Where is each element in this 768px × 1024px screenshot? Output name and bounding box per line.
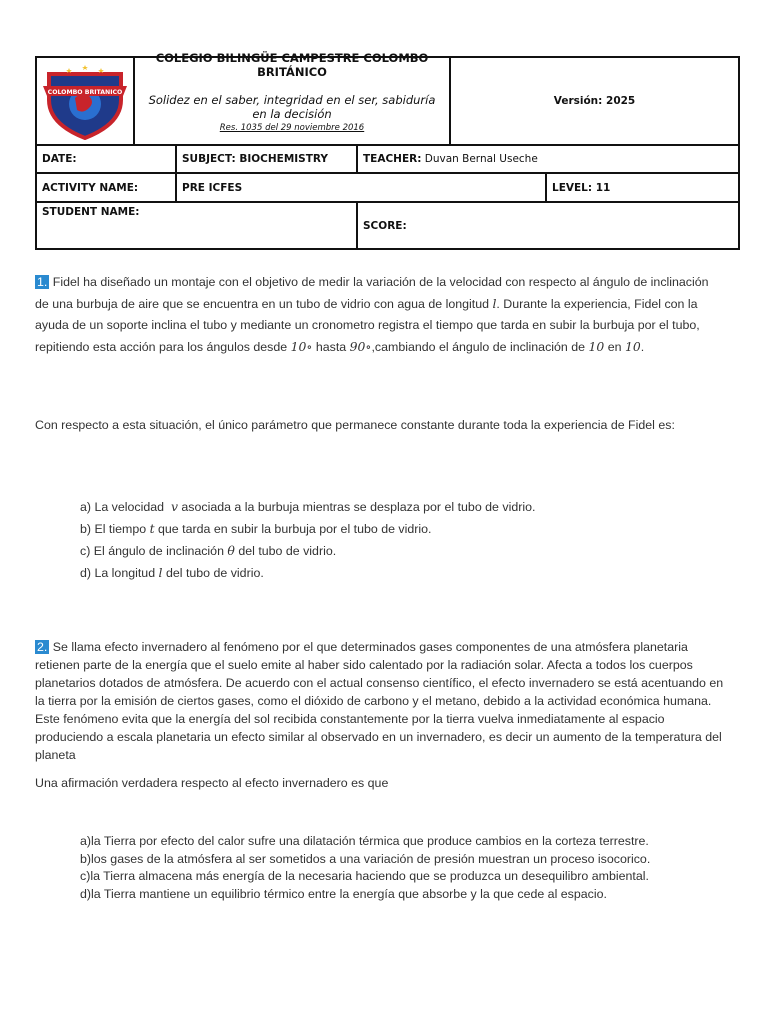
school-crest-icon [39, 60, 131, 140]
question-2-text: 2. Se llama efecto invernadero al fenómeno por el que determinados gases componentes de una atmósfera planetaria retienen parte de la energía que el suelo emite al haber sido calentado por la radiación solar. Afecta a todos los cuerpos planetarios dotados de atmósfera. De acuerdo con el actual consenso científico, el efecto invernadero se está acentuando en la tierra por la emisión de ciertos gases, como el dióxido de carbono y el metano, debido a la actividad económica humana. Este fenómeno evita que la energía del sol recibida constantemente por la tierra vuelva inmediatamente al espacio produciendo a escala planetaria un efecto similar al observado en un invernadero, es decir un aumento de la temperatura del planeta [35, 640, 724, 762]
question-2-prompt: Una afirmación verdadera respecto al efecto invernadero es que [35, 776, 389, 790]
question-1-text: 1. Fidel ha diseñado un montaje con el objetivo de medir la variación de la velocidad con respecto al ángulo de inclinación de una burbuja de aire que se encuentra en un tubo de vidrio con agua de longitud l. Durante la experiencia, Fidel con la ayuda de un soporte inclina el tubo y mediante un cronometro registra el tiempo que tarda en subir la burbuja por el tubo, repitiendo esta acción para los ángulos desde 10∘ hasta 90∘,cambiando el ángulo de inclinación de 10 en 10. [35, 275, 709, 354]
version: Versión: 2025 [553, 95, 636, 107]
question-2-number: 2. [37, 640, 48, 654]
question-1-number: 1. [37, 275, 48, 289]
level-field: LEVEL: 11 [546, 173, 739, 202]
option-1a[interactable]: a) La velocidad v asociada a la burbuja mientras se desplaza por el tubo de vidrio. [80, 499, 536, 514]
score-field[interactable]: SCORE: [357, 202, 739, 249]
header-table [35, 51, 740, 250]
school-info [134, 51, 450, 145]
option-2d[interactable]: d)la Tierra mantiene un equilibrio térmico entre la energía que absorbe y la que cede al espacio. [80, 886, 607, 901]
option-1b[interactable]: b) El tiempo t que tarda en subir la burbuja por el tubo de vidrio. [80, 521, 432, 536]
date-field[interactable]: DATE: [36, 145, 176, 173]
subject-field: SUBJECT: BIOCHEMISTRY [176, 145, 357, 173]
teacher-field: TEACHER: Duvan Bernal Useche [357, 145, 739, 173]
question-1-prompt: Con respecto a esta situación, el único parámetro que permanece constante durante toda la experiencia de Fidel es: [35, 418, 675, 432]
option-1d[interactable]: d) La longitud l del tubo de vidrio. [80, 565, 264, 580]
option-2b[interactable]: b)los gases de la atmósfera al ser sometidos a una variación de presión muestran un proceso isocorico. [80, 851, 651, 866]
option-2a[interactable]: a)la Tierra por efecto del calor sufre una dilatación térmica que produce cambios en la corteza terrestre. [80, 834, 649, 848]
activity-name-value: PRE ICFES [176, 173, 546, 202]
school-name: COLEGIO BILINGÜE CAMPESTRE COLOMBO BRITÁNICO [155, 51, 429, 79]
school-motto: Solidez en el saber, integridad en el ser, sabiduría en la decisión [148, 93, 436, 121]
option-1c[interactable]: c) El ángulo de inclinación θ del tubo de vidrio. [80, 543, 337, 558]
resolution: Res. 1035 del 29 noviembre 2016 [219, 123, 365, 133]
version-cell [450, 57, 739, 145]
activity-name-label: ACTIVITY NAME: [36, 173, 176, 202]
teacher-name: Duvan Bernal Useche [424, 153, 538, 165]
school-logo [36, 57, 134, 145]
question-2-options [80, 833, 650, 903]
student-name-field[interactable]: STUDENT NAME: [36, 202, 357, 249]
question-1-options [80, 496, 535, 584]
option-2c[interactable]: c)la Tierra almacena más energía de la necesaria haciendo que se produzca un desequilibro ambiental. [80, 869, 649, 884]
logo-text: COLOMBO BRITANICO [47, 88, 123, 96]
